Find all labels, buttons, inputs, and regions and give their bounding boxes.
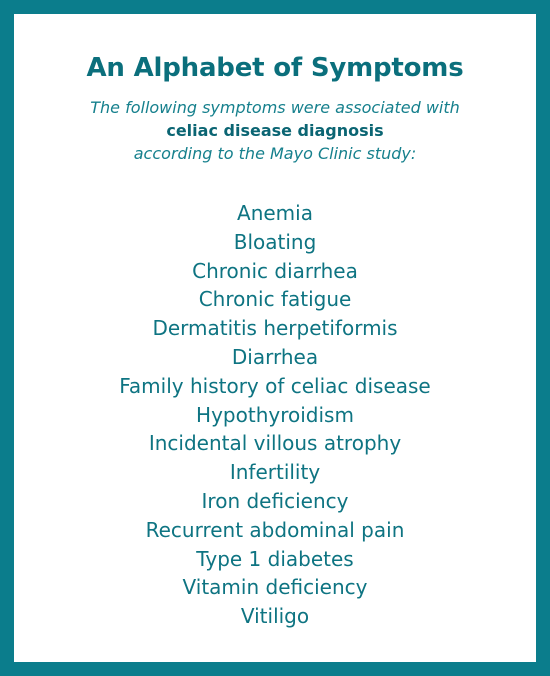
symptom-item: Chronic diarrhea: [192, 258, 358, 283]
symptom-item: Recurrent abdominal pain: [145, 517, 405, 542]
symptom-list: [14, 199, 536, 631]
symptom-item: Incidental villous atrophy: [148, 431, 402, 456]
symptom-item: Iron deficiency: [201, 488, 349, 513]
symptoms-card: [14, 14, 536, 662]
symptom-item: Vitiligo: [240, 604, 310, 629]
symptom-item: Vitamin deficiency: [182, 575, 368, 600]
symptom-item: Infertility: [229, 460, 321, 485]
symptom-item: Dermatitis herpetiformis: [152, 316, 398, 341]
intro-text: [14, 96, 536, 165]
symptom-item: Chronic fatigue: [198, 287, 352, 312]
symptom-item: Family history of celiac disease: [119, 373, 431, 398]
symptom-item: Anemia: [237, 201, 313, 225]
symptom-item: Bloating: [233, 229, 317, 254]
symptom-item: Diarrhea: [231, 344, 319, 369]
symptom-item: Type 1 diabetes: [196, 546, 354, 571]
symptom-item: Hypothyroidism: [196, 402, 354, 427]
intro-line-1: The following symptoms were associated with: [90, 98, 460, 117]
intro-line-2-emphasis: celiac disease diagnosis: [166, 121, 384, 140]
intro-line-3: according to the Mayo Clinic study:: [133, 144, 417, 163]
page-title: An Alphabet of Symptoms: [86, 53, 464, 83]
